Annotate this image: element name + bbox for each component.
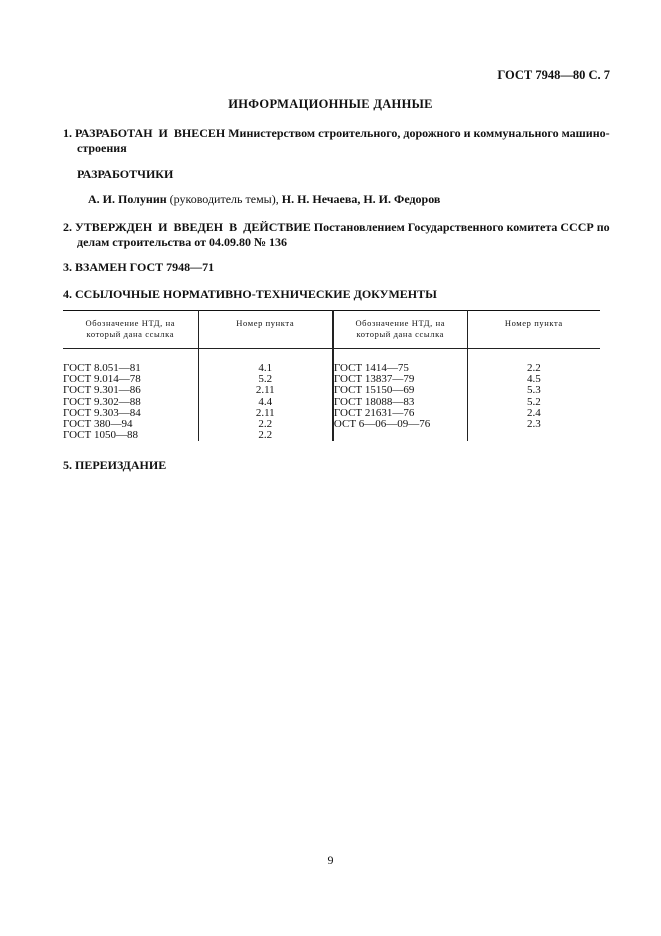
section-1-text: Министерством строительного, дорожного и коммунального машино- <box>228 126 610 140</box>
table-header-row <box>63 311 600 349</box>
section-2-text-cont: делам строительства от 04.09.80 № 136 <box>77 235 288 249</box>
document-header: ГОСТ 7948—80 С. 7 <box>497 68 610 82</box>
col-designation-header-2 <box>333 311 467 349</box>
cell-item-2: 4.5 <box>467 374 600 385</box>
section-2-heading: УТВЕРЖДЕН И ВВЕДЕН В ДЕЙСТВИЕ <box>75 220 311 234</box>
cell-designation: ГОСТ 9.302—88 <box>63 395 141 408</box>
section-1-number: 1. <box>63 126 72 140</box>
cell-designation-2: ГОСТ 13837—79 <box>333 374 467 385</box>
table-row <box>63 363 600 374</box>
table-row <box>63 385 600 396</box>
table-row <box>63 374 600 385</box>
developers-others: Н. Н. Нечаева, Н. И. Федоров <box>281 192 441 206</box>
col-item-header: Номер пункта <box>198 311 333 349</box>
cell-designation-2: ОСТ 6—06—09—76 <box>333 419 467 430</box>
section-1-text-cont: строения <box>77 141 127 155</box>
table-row <box>63 408 600 419</box>
cell-designation: ГОСТ 9.014—78 <box>63 373 141 386</box>
page-number: 9 <box>327 853 334 867</box>
section-2-number: 2. <box>63 220 72 234</box>
cell-designation-2: ГОСТ 18088—83 <box>333 397 467 408</box>
table-row <box>63 430 600 441</box>
table-row <box>63 419 600 430</box>
cell-designation-2: ГОСТ 15150—69 <box>333 385 467 396</box>
section-1-heading: РАЗРАБОТАН И ВНЕСЕН <box>75 126 226 140</box>
cell-item-2: 5.3 <box>467 385 600 396</box>
cell-designation: ГОСТ 9.301—86 <box>63 384 141 397</box>
section-2 <box>63 220 610 235</box>
cell-item-2 <box>467 430 600 441</box>
section-5: 5. ПЕРЕИЗДАНИЕ <box>63 458 167 472</box>
developer-lead-name: А. И. Полунин <box>88 192 167 206</box>
cell-designation: ГОСТ 8.051—81 <box>63 362 141 374</box>
cell-item: 2.2 <box>198 419 333 430</box>
cell-item: 2.11 <box>198 385 333 396</box>
cell-designation-2: ГОСТ 21631—76 <box>333 408 467 419</box>
page-title: ИНФОРМАЦИОННЫЕ ДАННЫЕ <box>228 97 433 111</box>
developers-list <box>88 192 440 207</box>
cell-item-2: 2.2 <box>467 363 600 374</box>
cell-item: 2.11 <box>198 408 333 419</box>
cell-designation: ГОСТ 380—94 <box>63 418 133 431</box>
col-designation-header-line1: Обозначение НТД, на <box>85 318 176 328</box>
table-row <box>63 397 600 408</box>
references-table <box>63 310 600 441</box>
cell-designation-2 <box>333 430 467 441</box>
cell-item: 4.4 <box>198 397 333 408</box>
cell-designation-2: ГОСТ 1414—75 <box>333 363 467 374</box>
cell-item-2: 2.3 <box>467 419 600 430</box>
section-2-text: Постановлением Государственного комитета СССР по <box>313 220 610 234</box>
cell-item: 5.2 <box>198 374 333 385</box>
section-3: 3. ВЗАМЕН ГОСТ 7948—71 <box>63 260 215 274</box>
section-4: 4. ССЫЛОЧНЫЕ НОРМАТИВНО-ТЕХНИЧЕСКИЕ ДОКУМЕНТЫ <box>63 287 437 301</box>
cell-item-2: 2.4 <box>467 408 600 419</box>
section-1 <box>63 126 610 141</box>
col-item-header-2: Номер пункта <box>467 311 600 349</box>
cell-item: 4.1 <box>198 363 333 374</box>
col-designation-header-line2: который дана ссылка <box>86 329 175 339</box>
cell-item: 2.2 <box>198 430 333 441</box>
cell-item-2: 5.2 <box>467 397 600 408</box>
developers-heading: РАЗРАБОТЧИКИ <box>77 167 174 181</box>
col-designation-header-2-line1: Обозначение НТД, на <box>355 318 446 328</box>
cell-designation: ГОСТ 9.303—84 <box>63 406 141 419</box>
developer-lead-role: (руководитель темы), <box>169 192 279 206</box>
col-designation-header <box>63 311 198 349</box>
col-designation-header-2-line2: который дана ссылка <box>356 329 445 339</box>
cell-designation: ГОСТ 1050—88 <box>63 429 138 442</box>
